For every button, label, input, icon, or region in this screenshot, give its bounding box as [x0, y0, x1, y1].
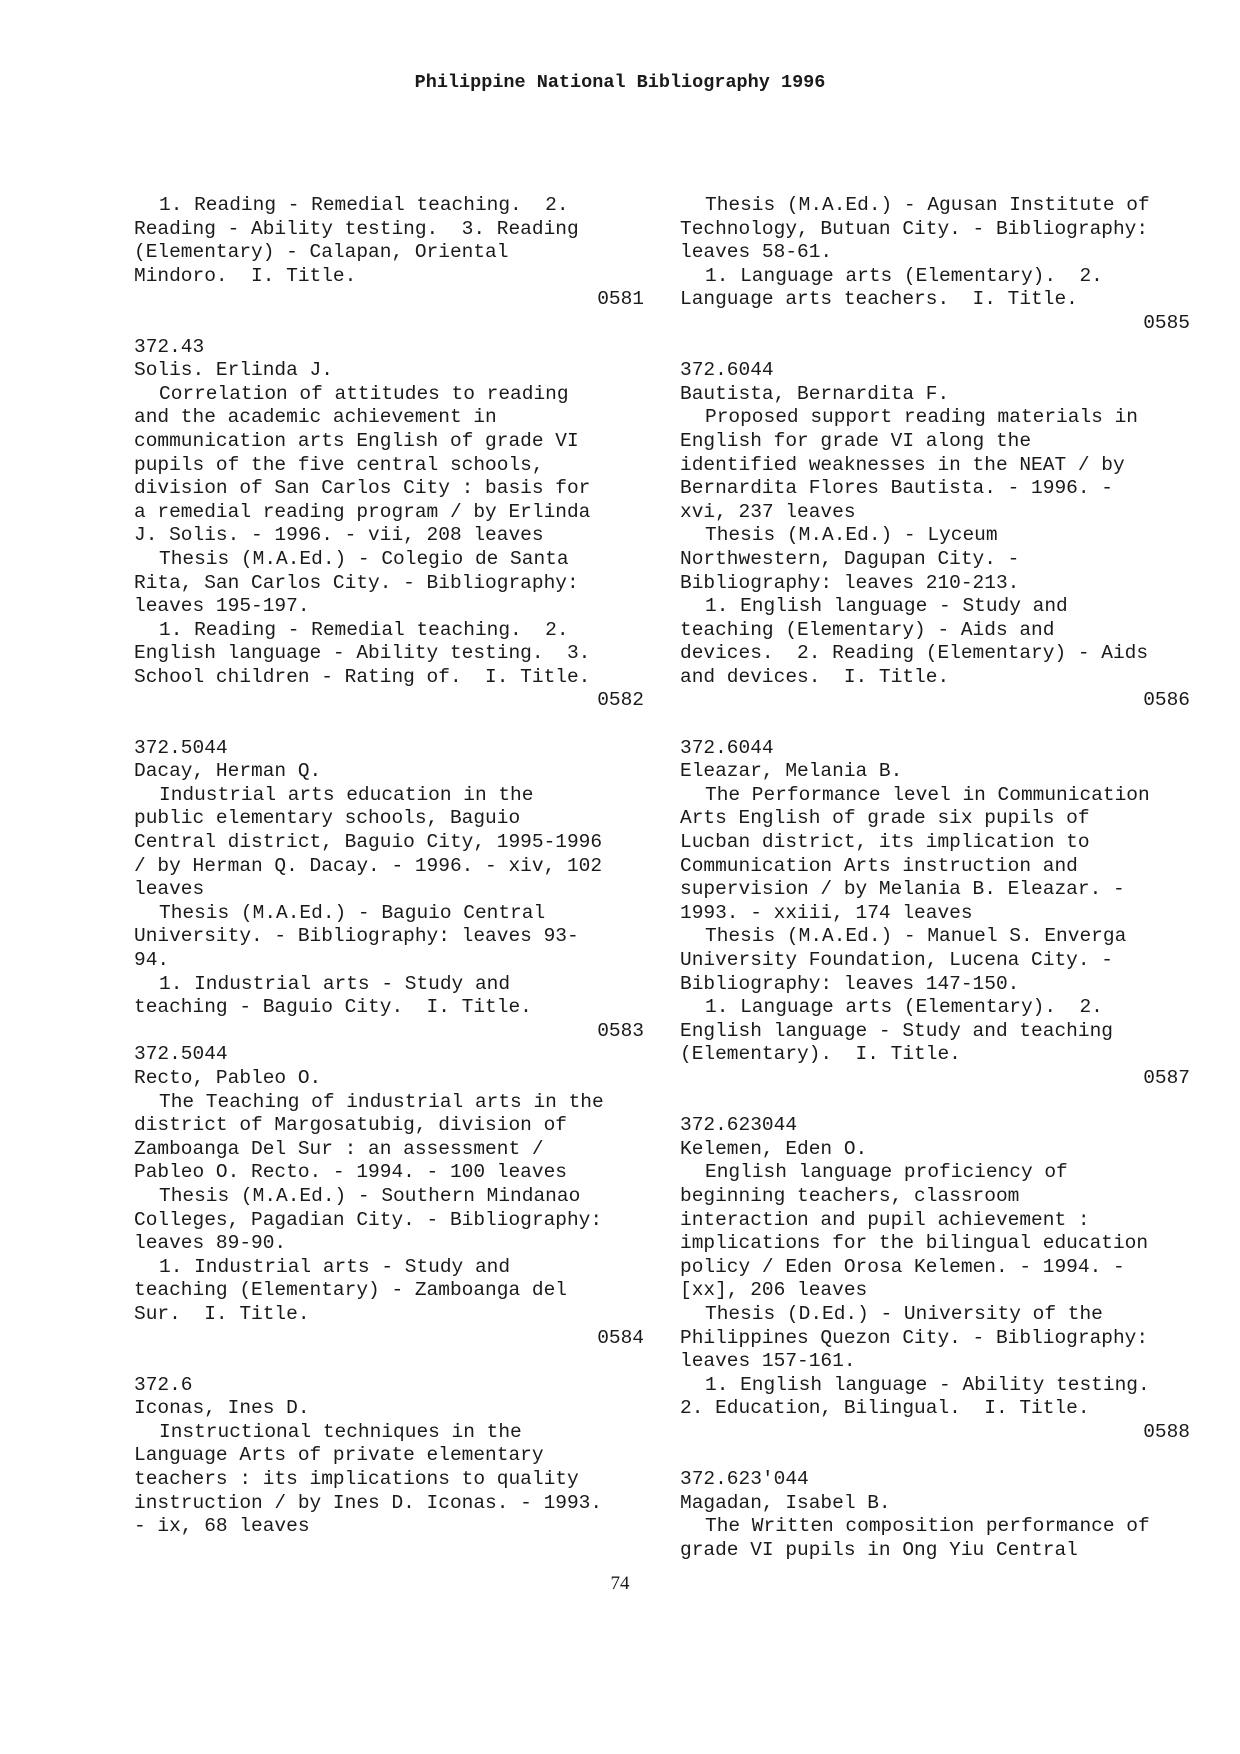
author-name: Solis. Erlinda J. — [134, 359, 333, 382]
subject-line: and devices. I. Title. — [680, 665, 950, 688]
thesis-note-line: Northwestern, Dagupan City. - — [680, 547, 1020, 570]
title-line: pupils of the five central schools, — [134, 453, 544, 476]
thesis-note-line: Thesis (M.A.Ed.) - Colegio de Santa — [159, 547, 569, 570]
subject-line: Mindoro. I. Title. — [134, 264, 357, 287]
title-line: division of San Carlos City : basis for — [134, 477, 591, 500]
subject-line: teaching (Elementary) - Aids and — [680, 618, 1055, 641]
title-line: Language Arts of private elementary — [134, 1444, 544, 1467]
thesis-note-line: 94. — [134, 949, 170, 971]
thesis-note-line: leaves 157-161. — [680, 1350, 856, 1373]
title-line: The Performance level in Communication — [705, 783, 1150, 806]
title-line: Bernardita Flores Bautista. - 1996. - — [680, 477, 1113, 500]
call-number: 372.6044 — [680, 736, 774, 759]
title-line: - ix, 68 leaves — [134, 1515, 310, 1538]
title-line: 1993. - xxiii, 174 leaves — [680, 901, 973, 924]
entry-0582 — [134, 336, 644, 714]
title-line: communication arts English of grade VI — [134, 429, 579, 452]
subject-line: Sur. I. Title. — [134, 1302, 310, 1325]
control-number: 0583 — [597, 1019, 644, 1042]
control-number: 0587 — [1143, 1066, 1190, 1089]
call-number: 372.5044 — [134, 736, 228, 759]
control-number: 0584 — [597, 1326, 644, 1349]
page-number: 74 — [610, 1573, 630, 1594]
thesis-note-line: Colleges, Pagadian City. - Bibliography: — [134, 1208, 603, 1231]
title-line: J. Solis. - 1996. - vii, 208 leaves — [134, 524, 544, 547]
thesis-note-line: Thesis (M.A.Ed.) - Southern Mindanao — [159, 1184, 581, 1207]
control-number: 0588 — [1143, 1420, 1190, 1443]
title-line: implications for the bilingual education — [680, 1232, 1149, 1255]
subject-line: devices. 2. Reading (Elementary) - Aids — [680, 642, 1149, 665]
entry-0583 — [134, 737, 644, 1044]
call-number: 372.623'044 — [680, 1468, 809, 1491]
call-number: 372.6 — [134, 1373, 193, 1396]
control-number: 0582 — [597, 689, 644, 712]
left-column — [134, 194, 644, 1539]
subject-line: English language - Ability testing. 3. — [134, 642, 591, 665]
title-line: Central district, Baguio City, 1995-1996 — [134, 831, 603, 854]
call-number: 372.5044 — [134, 1043, 228, 1066]
entry-0588 — [680, 1114, 1190, 1444]
thesis-note-line: Philippines Quezon City. - Bibliography: — [680, 1326, 1149, 1349]
title-line: English language proficiency of — [705, 1161, 1068, 1184]
title-line: teachers : its implications to quality — [134, 1468, 579, 1491]
title-line: English for grade VI along the — [680, 429, 1032, 452]
title-line: supervision / by Melania B. Eleazar. - — [680, 878, 1125, 901]
thesis-note-line: leaves 89-90. — [134, 1232, 287, 1255]
thesis-note-line: University. - Bibliography: leaves 93- — [134, 925, 579, 948]
thesis-note-line: Thesis (M.A.Ed.) - Manuel S. Enverga — [705, 925, 1127, 948]
subject-line: (Elementary) - Calapan, Oriental — [134, 241, 509, 264]
author-name: Dacay, Herman Q. — [134, 760, 322, 783]
thesis-note-line: Thesis (D.Ed.) - University of the — [705, 1302, 1103, 1325]
subject-line: 2. Education, Bilingual. I. Title. — [680, 1397, 1090, 1420]
subject-line: teaching (Elementary) - Zamboanga del — [134, 1279, 567, 1302]
author-name: Kelemen, Eden O. — [680, 1137, 868, 1160]
entry-iconas — [134, 1374, 644, 1539]
author-name: Magadan, Isabel B. — [680, 1491, 891, 1514]
title-line: leaves — [134, 878, 205, 901]
subject-line: Language arts teachers. I. Title. — [680, 288, 1078, 311]
title-line: district of Margosatubig, division of — [134, 1114, 567, 1137]
thesis-note-line: leaves 58-61. — [680, 241, 833, 264]
title-line: Arts English of grade six pupils of — [680, 807, 1090, 830]
call-number: 372.43 — [134, 335, 205, 358]
subject-line: Reading - Ability testing. 3. Reading — [134, 217, 579, 240]
title-line: and the academic achievement in — [134, 406, 497, 429]
control-number: 0581 — [597, 288, 644, 311]
title-line: Industrial arts education in the — [159, 783, 534, 806]
subject-line: 1. English language - Ability testing. — [705, 1373, 1150, 1396]
control-number: 0586 — [1143, 689, 1190, 712]
title-line: [xx], 206 leaves — [680, 1279, 868, 1302]
title-line: Instructional techniques in the — [159, 1420, 522, 1443]
entry-continued-0585 — [680, 194, 1190, 336]
title-line: Proposed support reading materials in — [705, 406, 1138, 429]
subject-line: 1. Language arts (Elementary). 2. — [705, 264, 1103, 287]
author-name: Iconas, Ines D. — [134, 1397, 310, 1420]
page-header-title: Philippine National Bibliography 1996 — [414, 72, 826, 93]
author-name: Bautista, Bernardita F. — [680, 382, 950, 405]
title-line: Communication Arts instruction and — [680, 854, 1078, 877]
title-line: a remedial reading program / by Erlinda — [134, 500, 591, 523]
subject-line: 1. Reading - Remedial teaching. 2. — [159, 194, 569, 216]
control-number: 0585 — [1143, 311, 1190, 334]
entry-magadan — [680, 1468, 1190, 1562]
thesis-note-line: University Foundation, Lucena City. - — [680, 949, 1113, 971]
thesis-note-line: Bibliography: leaves 147-150. — [680, 972, 1020, 995]
entry-continued-0581 — [134, 194, 644, 312]
entry-0584 — [134, 1043, 644, 1350]
title-line: beginning teachers, classroom — [680, 1184, 1020, 1207]
right-column — [680, 194, 1190, 1562]
author-name: Recto, Pableo O. — [134, 1066, 322, 1089]
title-line: The Teaching of industrial arts in the — [159, 1090, 604, 1113]
call-number: 372.6044 — [680, 359, 774, 382]
call-number: 372.623044 — [680, 1114, 798, 1137]
subject-line: English language - Study and teaching — [680, 1019, 1113, 1042]
thesis-note-line: Thesis (M.A.Ed.) - Lyceum — [705, 524, 998, 547]
subject-line: School children - Rating of. I. Title. — [134, 665, 591, 688]
title-line: Correlation of attitudes to reading — [159, 382, 569, 405]
subject-line: 1. Reading - Remedial teaching. 2. — [159, 618, 569, 641]
subject-line: teaching - Baguio City. I. Title. — [134, 996, 532, 1019]
title-line: / by Herman Q. Dacay. - 1996. - xiv, 102 — [134, 854, 603, 877]
title-line: The Written composition performance of — [705, 1515, 1150, 1538]
subject-line: 1. Language arts (Elementary). 2. — [705, 996, 1103, 1019]
subject-line: 1. English language - Study and — [705, 595, 1068, 618]
title-line: policy / Eden Orosa Kelemen. - 1994. - — [680, 1255, 1125, 1278]
title-line: identified weaknesses in the NEAT / by — [680, 453, 1125, 476]
thesis-note-line: Rita, San Carlos City. - Bibliography: — [134, 571, 579, 594]
title-line: grade VI pupils in Ong Yiu Central — [680, 1538, 1078, 1561]
thesis-note-line: Thesis (M.A.Ed.) - Agusan Institute of — [705, 194, 1150, 216]
title-line: interaction and pupil achievement : — [680, 1208, 1090, 1231]
entry-0586 — [680, 359, 1190, 713]
thesis-note-line: leaves 195-197. — [134, 595, 310, 618]
title-line: public elementary schools, Baguio — [134, 807, 521, 830]
title-line: instruction / by Ines D. Iconas. - 1993. — [134, 1491, 603, 1514]
thesis-note-line: Technology, Butuan City. - Bibliography: — [680, 217, 1149, 240]
entry-0587 — [680, 737, 1190, 1091]
title-line: xvi, 237 leaves — [680, 500, 856, 523]
subject-line: 1. Industrial arts - Study and — [159, 1255, 511, 1278]
subject-line: 1. Industrial arts - Study and — [159, 972, 511, 995]
thesis-note-line: Thesis (M.A.Ed.) - Baguio Central — [159, 901, 546, 924]
title-line: Zamboanga Del Sur : an assessment / — [134, 1137, 544, 1160]
title-line: Pableo O. Recto. - 1994. - 100 leaves — [134, 1161, 567, 1184]
author-name: Eleazar, Melania B. — [680, 760, 903, 783]
thesis-note-line: Bibliography: leaves 210-213. — [680, 571, 1020, 594]
title-line: Lucban district, its implication to — [680, 831, 1090, 854]
subject-line: (Elementary). I. Title. — [680, 1043, 961, 1066]
